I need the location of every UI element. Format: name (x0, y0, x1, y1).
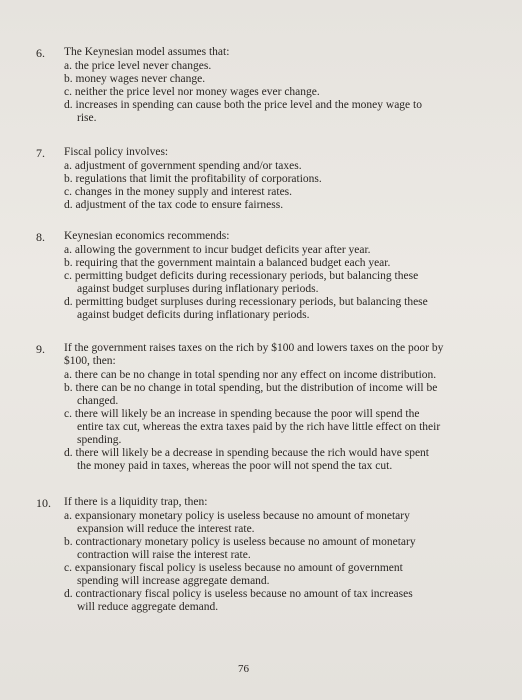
option-a (64, 510, 464, 536)
question-body (64, 496, 464, 614)
question-number: 8. (36, 230, 45, 244)
question-number: 6. (36, 46, 45, 60)
question-stem: Fiscal policy involves: (64, 146, 169, 158)
option-text-continued: spending will increase aggregate demand. (77, 575, 270, 587)
option-d (64, 588, 464, 614)
option-letter: d. (64, 588, 73, 600)
option-a (64, 160, 464, 173)
question-stem: Keynesian economics recommends: (64, 230, 230, 242)
option-b (64, 382, 464, 408)
option-a (64, 60, 464, 73)
option-text-continued: against budget surpluses during inflationary periods. (77, 283, 319, 295)
option-letter: c. (64, 270, 72, 282)
option-letter: d. (64, 296, 73, 308)
option-letter: b. (64, 536, 73, 548)
question-number: 9. (36, 342, 45, 356)
page-number: 76 (238, 663, 249, 675)
question-body (64, 230, 464, 322)
option-d (64, 99, 464, 125)
option-text: permitting budget surpluses during recessionary periods, but balancing these (75, 296, 428, 308)
option-c (64, 270, 464, 296)
option-d (64, 447, 464, 473)
option-text: there will likely be an increase in spending because the poor will spend the (74, 408, 420, 420)
option-text: regulations that limit the profitability of corporations. (75, 173, 322, 185)
option-c (64, 408, 464, 447)
option-text-continued: changed. (77, 395, 119, 407)
option-a (64, 244, 464, 257)
option-letter: d. (64, 447, 73, 459)
option-letter: a. (64, 510, 72, 522)
option-text-continued: entire tax cut, whereas the extra taxes paid by the rich have little effect on their spending. (77, 421, 441, 446)
option-text-continued: against budget deficits during inflationary periods. (77, 309, 310, 321)
question-stem: The Keynesian model assumes that: (64, 46, 230, 58)
option-text: allowing the government to incur budget deficits year after year. (74, 244, 371, 256)
option-text-continued: contraction will raise the interest rate. (77, 549, 251, 561)
option-b (64, 173, 464, 186)
option-text: expansionary fiscal policy is useless because no amount of government (74, 562, 403, 574)
option-text: the price level never changes. (74, 60, 212, 72)
option-letter: b. (64, 382, 73, 394)
option-text: contractionary monetary policy is useless because no amount of monetary (75, 536, 416, 548)
option-letter: c. (64, 408, 72, 420)
option-text: adjustment of government spending and/or taxes. (74, 160, 302, 172)
question-body (64, 46, 464, 125)
option-d (64, 296, 464, 322)
option-letter: c. (64, 86, 72, 98)
option-letter: b. (64, 173, 73, 185)
option-text: there will likely be a decrease in spending because the rich would have spent (75, 447, 429, 459)
option-letter: a. (64, 369, 72, 381)
question-stem: If there is a liquidity trap, then: (64, 496, 208, 508)
option-text: permitting budget deficits during recessionary periods, but balancing these (74, 270, 419, 282)
option-c (64, 86, 464, 99)
question-number: 10. (36, 496, 51, 510)
question-body (64, 342, 464, 473)
option-text: contractionary fiscal policy is useless because no amount of tax increases (75, 588, 413, 600)
option-a (64, 369, 464, 382)
option-letter: d. (64, 199, 73, 211)
option-text: changes in the money supply and interest rates. (74, 186, 293, 198)
option-letter: b. (64, 73, 73, 85)
option-letter: a. (64, 60, 72, 72)
option-text-continued: rise. (77, 112, 97, 124)
question-stem: If the government raises taxes on the rich by $100 and lowers taxes on the poor by $100, then: (64, 342, 444, 367)
question-number: 7. (36, 146, 45, 160)
option-b (64, 257, 464, 270)
option-text: money wages never change. (75, 73, 206, 85)
option-b (64, 536, 464, 562)
option-letter: c. (64, 186, 72, 198)
option-text: increases in spending can cause both the price level and the money wage to (75, 99, 422, 111)
option-letter: b. (64, 257, 73, 269)
option-d (64, 199, 464, 212)
option-letter: c. (64, 562, 72, 574)
option-text-continued: expansion will reduce the interest rate. (77, 523, 255, 535)
option-letter: a. (64, 160, 72, 172)
option-b (64, 73, 464, 86)
option-letter: a. (64, 244, 72, 256)
option-text: requiring that the government maintain a balanced budget each year. (75, 257, 391, 269)
option-text: there can be no change in total spending, but the distribution of income will be (75, 382, 438, 394)
option-c (64, 186, 464, 199)
option-text: there can be no change in total spending nor any effect on income distribution. (74, 369, 437, 381)
option-text-continued: will reduce aggregate demand. (77, 601, 219, 613)
option-text-continued: the money paid in taxes, whereas the poor will not spend the tax cut. (77, 460, 393, 472)
option-letter: d. (64, 99, 73, 111)
option-c (64, 562, 464, 588)
option-text: expansionary monetary policy is useless because no amount of monetary (74, 510, 410, 522)
question-body (64, 146, 464, 212)
option-text: adjustment of the tax code to ensure fairness. (75, 199, 284, 211)
option-text: neither the price level nor money wages ever change. (74, 86, 320, 98)
